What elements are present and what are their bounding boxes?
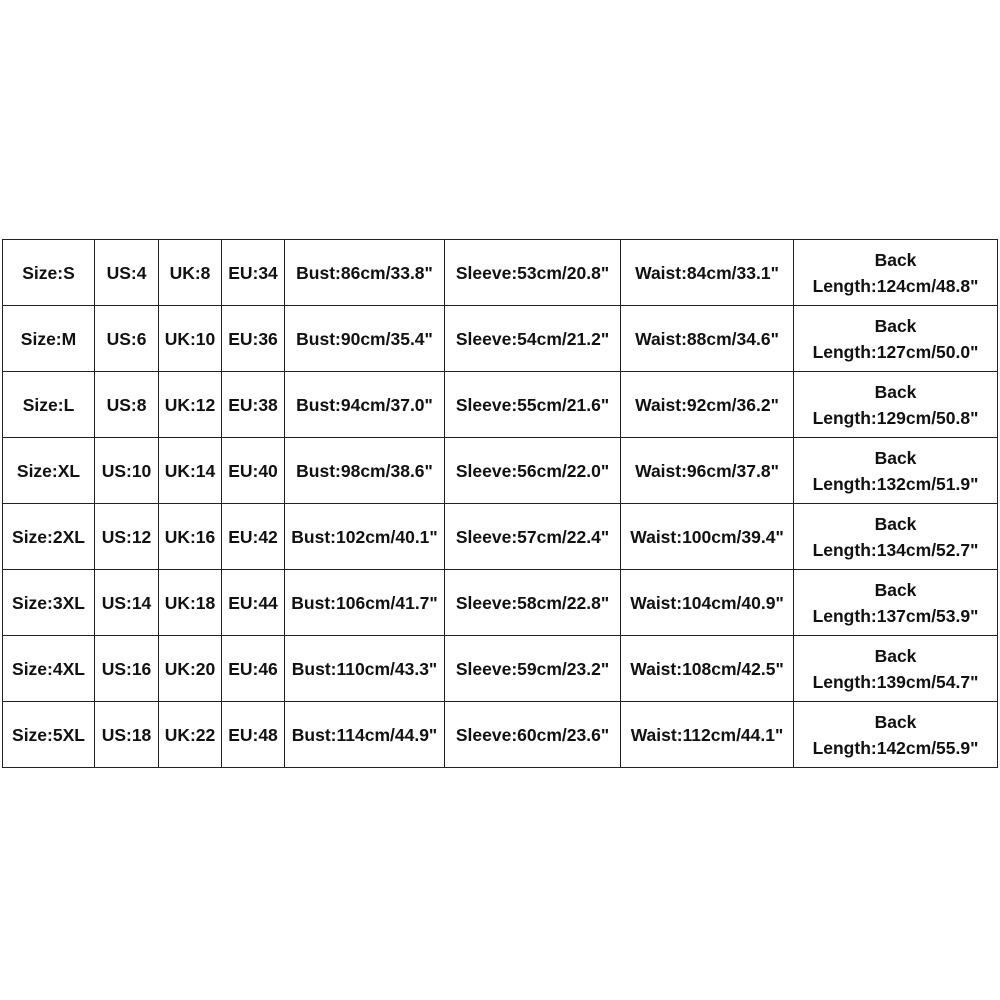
table-row [3,306,998,372]
back-length-value: Length:127cm/50.0" [812,341,979,362]
back-length-value: Length:134cm/52.7" [812,539,979,560]
sleeve-cell: Sleeve:60cm/23.6" [445,702,621,768]
back-length-cell [794,306,998,372]
back-label: Back [874,447,917,468]
uk-size-cell: UK:12 [159,372,222,438]
uk-size-cell: UK:18 [159,570,222,636]
waist-cell: Waist:112cm/44.1" [621,702,794,768]
bust-cell: Bust:98cm/38.6" [285,438,445,504]
waist-cell: Waist:88cm/34.6" [621,306,794,372]
eu-size-cell: EU:42 [222,504,285,570]
back-label: Back [874,513,917,534]
size-cell: Size:5XL [3,702,95,768]
eu-size-cell: EU:38 [222,372,285,438]
bust-cell: Bust:110cm/43.3" [285,636,445,702]
eu-size-cell: EU:48 [222,702,285,768]
sleeve-cell: Sleeve:53cm/20.8" [445,240,621,306]
uk-size-cell: UK:22 [159,702,222,768]
eu-size-cell: EU:34 [222,240,285,306]
table-row [3,438,998,504]
back-label: Back [874,315,917,336]
back-label: Back [874,249,917,270]
back-length-value: Length:142cm/55.9" [812,737,979,758]
back-length-value: Length:137cm/53.9" [812,605,979,626]
eu-size-cell: EU:40 [222,438,285,504]
waist-cell: Waist:108cm/42.5" [621,636,794,702]
back-length-value: Length:132cm/51.9" [812,473,979,494]
back-label: Back [874,579,917,600]
back-length-cell [794,240,998,306]
back-length-value: Length:139cm/54.7" [812,671,979,692]
eu-size-cell: EU:46 [222,636,285,702]
bust-cell: Bust:106cm/41.7" [285,570,445,636]
table-row [3,702,998,768]
table-row [3,372,998,438]
uk-size-cell: UK:20 [159,636,222,702]
back-label: Back [874,645,917,666]
us-size-cell: US:14 [95,570,159,636]
size-cell: Size:3XL [3,570,95,636]
uk-size-cell: UK:8 [159,240,222,306]
us-size-cell: US:12 [95,504,159,570]
eu-size-cell: EU:44 [222,570,285,636]
eu-size-cell: EU:36 [222,306,285,372]
bust-cell: Bust:102cm/40.1" [285,504,445,570]
sleeve-cell: Sleeve:57cm/22.4" [445,504,621,570]
table-row [3,570,998,636]
uk-size-cell: UK:14 [159,438,222,504]
waist-cell: Waist:100cm/39.4" [621,504,794,570]
us-size-cell: US:8 [95,372,159,438]
size-cell: Size:2XL [3,504,95,570]
table-row [3,504,998,570]
table-row [3,240,998,306]
size-chart-table [2,239,998,768]
back-length-cell [794,504,998,570]
sleeve-cell: Sleeve:59cm/23.2" [445,636,621,702]
size-cell: Size:L [3,372,95,438]
waist-cell: Waist:104cm/40.9" [621,570,794,636]
table-row [3,636,998,702]
us-size-cell: US:6 [95,306,159,372]
back-length-cell [794,438,998,504]
size-cell: Size:XL [3,438,95,504]
back-label: Back [874,711,917,732]
size-cell: Size:4XL [3,636,95,702]
us-size-cell: US:18 [95,702,159,768]
back-label: Back [874,381,917,402]
bust-cell: Bust:90cm/35.4" [285,306,445,372]
bust-cell: Bust:114cm/44.9" [285,702,445,768]
back-length-value: Length:124cm/48.8" [812,275,979,296]
back-length-cell [794,570,998,636]
bust-cell: Bust:86cm/33.8" [285,240,445,306]
waist-cell: Waist:84cm/33.1" [621,240,794,306]
size-cell: Size:M [3,306,95,372]
waist-cell: Waist:92cm/36.2" [621,372,794,438]
us-size-cell: US:4 [95,240,159,306]
sleeve-cell: Sleeve:58cm/22.8" [445,570,621,636]
back-length-cell [794,372,998,438]
uk-size-cell: UK:10 [159,306,222,372]
back-length-cell [794,636,998,702]
sleeve-cell: Sleeve:55cm/21.6" [445,372,621,438]
bust-cell: Bust:94cm/37.0" [285,372,445,438]
us-size-cell: US:16 [95,636,159,702]
us-size-cell: US:10 [95,438,159,504]
sleeve-cell: Sleeve:56cm/22.0" [445,438,621,504]
back-length-value: Length:129cm/50.8" [812,407,979,428]
uk-size-cell: UK:16 [159,504,222,570]
size-cell: Size:S [3,240,95,306]
waist-cell: Waist:96cm/37.8" [621,438,794,504]
back-length-cell [794,702,998,768]
sleeve-cell: Sleeve:54cm/21.2" [445,306,621,372]
